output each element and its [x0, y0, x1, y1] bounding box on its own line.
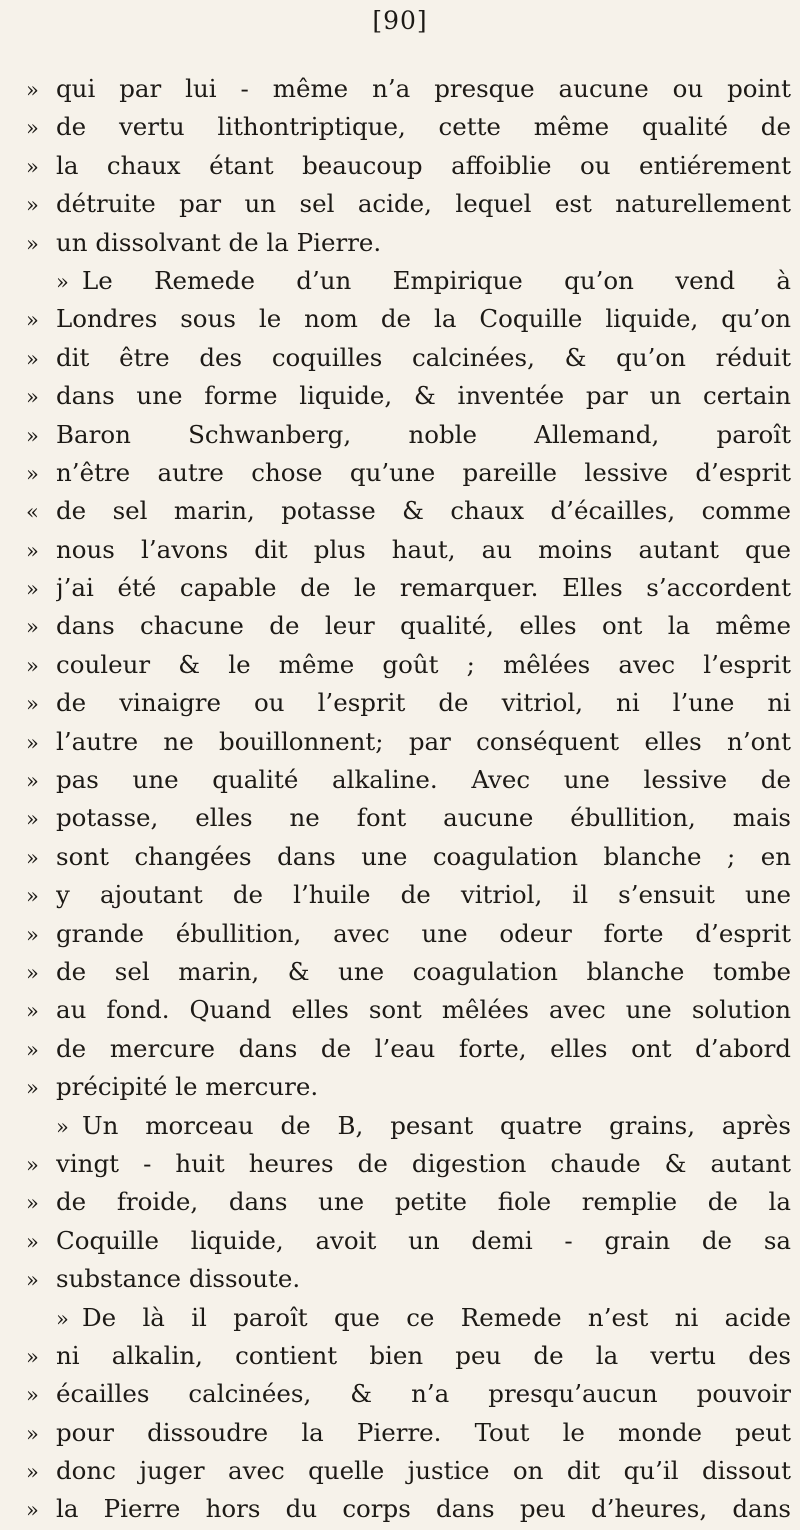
line-text: de vertu lithontriptique, cette même qualité de — [56, 112, 791, 142]
line-text: donc juger avec quelle justice on dit qu’il dissout — [56, 1456, 791, 1486]
quote-mark: » — [26, 538, 39, 563]
quote-mark: » — [56, 269, 69, 294]
text-line — [26, 1183, 791, 1221]
line-text: la Pierre hors du corps dans peu d’heures, dans — [56, 1494, 791, 1524]
text-line — [26, 492, 791, 530]
line-text: qui par lui - même n’a presque aucune ou point — [56, 74, 791, 103]
text-line — [26, 876, 791, 914]
text-line — [26, 1490, 791, 1528]
line-text: pour dissoudre la Pierre. Tout le monde peut — [56, 1417, 791, 1447]
text-line — [26, 454, 791, 492]
quote-mark: » — [26, 999, 39, 1024]
quote-mark: » — [26, 653, 39, 678]
quote-mark: » — [26, 884, 39, 909]
line-text: ni alkalin, contient bien peu de la vertu des — [56, 1340, 791, 1370]
text-line — [26, 1414, 791, 1452]
line-text: de mercure dans de l’eau forte, elles ont d’abord — [56, 1033, 791, 1063]
text-line — [26, 1222, 791, 1260]
quote-mark: » — [26, 769, 39, 794]
quote-mark: » — [26, 231, 39, 256]
quote-mark: » — [56, 1306, 69, 1331]
text-line — [26, 607, 791, 645]
text-line — [26, 838, 791, 876]
line-text: dans une forme liquide, & inventée par un certain — [56, 381, 791, 411]
quote-mark: » — [26, 1344, 39, 1369]
text-line — [26, 1107, 791, 1145]
line-text: détruite par un sel acide, lequel est naturellement — [56, 189, 791, 219]
line-text: de vinaigre ou l’esprit de vitriol, ni l’une ni — [56, 688, 791, 718]
line-text: au fond. Quand elles sont mêlées avec une solution — [56, 995, 791, 1025]
quote-mark: » — [26, 807, 39, 832]
page-number: [90] — [372, 6, 428, 35]
quote-mark: » — [26, 1076, 39, 1101]
text-line — [26, 185, 791, 223]
line-text: écailles calcinées, & n’a presqu’aucun pouvoir — [56, 1379, 791, 1409]
line-text: de sel marin, & une coagulation blanche tombe — [56, 956, 791, 986]
quote-mark: » — [26, 692, 39, 717]
text-line — [26, 761, 791, 799]
line-text: la chaux étant beaucoup affoiblie ou entiérement — [56, 150, 791, 180]
text-line — [26, 300, 791, 338]
text-line — [26, 799, 791, 837]
text-line — [26, 339, 791, 377]
text-line — [26, 224, 791, 262]
quote-mark: » — [26, 1229, 39, 1254]
text-line — [26, 377, 791, 415]
text-line — [26, 1260, 791, 1298]
line-text: précipité le mercure. — [56, 1072, 319, 1102]
text-line — [26, 1337, 791, 1375]
text-line — [26, 108, 791, 146]
line-text: Coquille liquide, avoit un demi - grain de sa — [56, 1225, 791, 1255]
body-text — [26, 70, 791, 1529]
text-line — [26, 1299, 791, 1337]
line-text: n’être autre chose qu’une pareille lessive d’esprit — [56, 457, 791, 487]
text-line — [26, 262, 791, 300]
text-line — [26, 1145, 791, 1183]
quote-mark: » — [26, 1421, 39, 1446]
quote-mark: » — [26, 615, 39, 640]
line-text: De là il paroît que ce Remede n’est ni acide — [82, 1302, 791, 1332]
quote-mark: » — [26, 1152, 39, 1177]
line-text: Un morceau de B, pesant quatre grains, après — [82, 1110, 791, 1140]
line-text: couleur & le même goût ; mêlées avec l’esprit — [56, 649, 791, 679]
text-line — [26, 1452, 791, 1490]
quote-mark: « — [26, 500, 39, 525]
quote-mark: » — [26, 193, 39, 218]
quote-mark: » — [26, 116, 39, 141]
line-text: dans chacune de leur qualité, elles ont la même — [56, 611, 791, 641]
text-line — [26, 915, 791, 953]
line-text: y ajoutant de l’huile de vitriol, il s’ensuit une — [56, 880, 791, 910]
quote-mark: » — [26, 922, 39, 947]
line-text: dit être des coquilles calcinées, & qu’on réduit — [56, 342, 791, 372]
quote-mark: » — [26, 730, 39, 755]
line-text: de froide, dans une petite fiole remplie de la — [56, 1187, 791, 1217]
quote-mark: » — [26, 154, 39, 179]
quote-mark: » — [26, 845, 39, 870]
quote-mark: » — [26, 577, 39, 602]
line-text: de sel marin, potasse & chaux d’écailles, comme — [56, 496, 791, 526]
text-line — [26, 991, 791, 1029]
line-text: Londres sous le nom de la Coquille liquide, qu’on — [56, 304, 791, 334]
text-line — [26, 569, 791, 607]
quote-mark: » — [26, 308, 39, 333]
quote-mark: » — [26, 461, 39, 486]
quote-mark: » — [56, 1114, 69, 1139]
text-line — [26, 1068, 791, 1106]
quote-mark: » — [26, 960, 39, 985]
quote-mark: » — [26, 1268, 39, 1293]
line-text: l’autre ne bouillonnent; par conséquent elles n’ont — [56, 726, 791, 756]
text-line — [26, 953, 791, 991]
quote-mark: » — [26, 1037, 39, 1062]
text-line — [26, 646, 791, 684]
quote-mark: » — [26, 385, 39, 410]
line-text: pas une qualité alkaline. Avec une lessive de — [56, 765, 791, 795]
quote-mark: » — [26, 1383, 39, 1408]
text-line — [26, 1030, 791, 1068]
line-text: nous l’avons dit plus haut, au moins autant que — [56, 534, 791, 564]
text-line — [26, 416, 791, 454]
line-text: Baron Schwanberg, noble Allemand, paroît — [56, 419, 791, 449]
line-text: un dissolvant de la Pierre. — [56, 227, 382, 257]
line-text: substance dissoute. — [56, 1264, 301, 1294]
text-line — [26, 723, 791, 761]
quote-mark: » — [26, 1460, 39, 1485]
line-text: potasse, elles ne font aucune ébullition, mais — [56, 803, 791, 833]
quote-mark: » — [26, 78, 39, 102]
line-text: sont changées dans une coagulation blanche ; en — [56, 841, 791, 871]
text-line — [26, 684, 791, 722]
line-text: j’ai été capable de le remarquer. Elles s’accordent — [56, 573, 791, 603]
quote-mark: » — [26, 423, 39, 448]
text-line — [26, 1375, 791, 1413]
quote-mark: » — [26, 346, 39, 371]
line-text: grande ébullition, avec une odeur forte d’esprit — [56, 918, 791, 948]
quote-mark: » — [26, 1498, 39, 1523]
text-line — [26, 147, 791, 185]
quote-mark: » — [26, 1191, 39, 1216]
line-text: Le Remede d’un Empirique qu’on vend à — [82, 265, 791, 295]
text-line — [26, 70, 791, 108]
text-line — [26, 531, 791, 569]
line-text: vingt - huit heures de digestion chaude & autant — [56, 1148, 791, 1178]
